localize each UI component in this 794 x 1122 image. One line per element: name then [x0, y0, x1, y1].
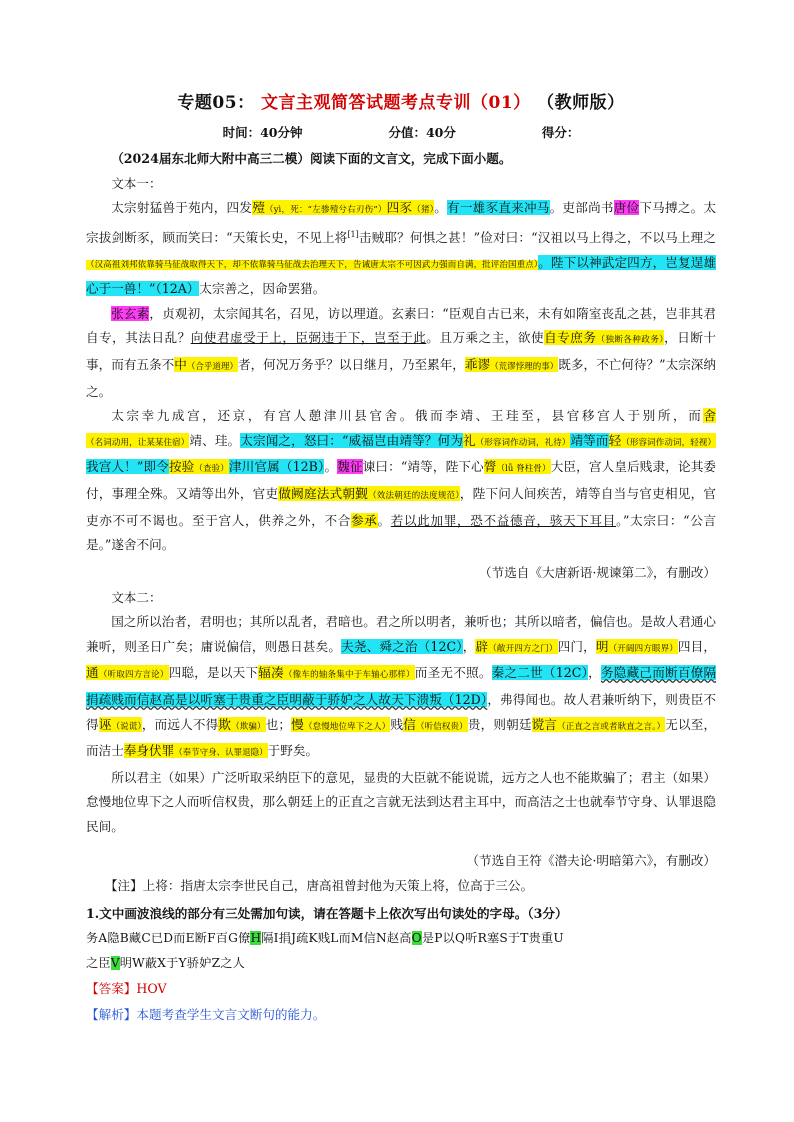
t1p2-g: 中（合乎道理）: [174, 356, 238, 372]
page-title: [86, 88, 716, 113]
t1p3-n: 膂（lǚ 脊柱骨）: [483, 459, 551, 475]
t1p2-a: 张玄素: [111, 305, 150, 321]
title-suffix: （教师版）: [537, 93, 625, 113]
t2p1-c: ，: [462, 638, 476, 654]
t2p1-l: 秦之二世（12C）: [491, 665, 589, 681]
t1p2-b: ，贞观初，太宗闻其名，召见，访以理道。玄素曰：“臣观自古已来，未有如隋室丧乱之甚，岂非其君自专，其法日乱？: [86, 305, 716, 346]
text1-paragraph-3: [86, 404, 716, 558]
opt1-o: O: [411, 931, 422, 946]
t1p3-h: 我宫人！”即令: [86, 459, 169, 475]
t2p1-m: ，: [588, 665, 601, 681]
t1p3-b: 舍（名词动用，让某某住宿）: [86, 408, 716, 448]
intro: （2024届东北师大附中高三二模）阅读下面的文言文，完成下面小题。: [111, 151, 512, 166]
t2p1-s: 也；: [265, 716, 292, 732]
analysis-label: 【解析】: [86, 1007, 137, 1023]
t2p1-q: ，而远人不得: [141, 716, 219, 732]
answer-label: 【答案】: [86, 981, 137, 997]
t2p1-j: 辐凑（像车的轴条集中于车轴心那样）: [258, 665, 415, 681]
text2-source: （节选自王符《潜夫论·明暗第六》，有删改）: [466, 852, 716, 868]
t1p1-d: 。: [434, 200, 448, 216]
t1p3-r: 参承: [351, 512, 378, 528]
t1p2-i: 乖谬（荒谬悖理的事）: [464, 356, 559, 372]
t1p3-g: 轻（形容词作动词，轻视）: [608, 432, 716, 448]
text2-paragraph-1: [86, 610, 716, 766]
exam-meta: [86, 123, 716, 141]
opt1-h: H: [250, 931, 262, 946]
total-score: 分值：40分: [388, 125, 456, 140]
document-page: [86, 80, 716, 1028]
t1p3-e: 礼（形容词作动词，礼待）: [462, 432, 571, 448]
t2p1-u: 贱: [390, 716, 404, 732]
t1p2-c: 向使君虚受于上，臣弼违于下，岂至于此: [190, 330, 427, 346]
t2p1-z: 奉身伏罪（奉节守身、认罪退隐）: [123, 743, 268, 759]
t1p3-i: 按验（查验）: [168, 459, 229, 475]
t1p1-h: 下马搏之。太宗拔剑断豕，顾而笑曰：“天策长史，不见上将: [86, 200, 717, 245]
t1p1-i-note: （汉高祖刘邦依靠骑马征战取得天下，却不依靠骑马征战去治理天下，告诫唐太宗不可因武力强而自满，批评治国重点）: [86, 259, 539, 270]
opt2-a: 之臣: [86, 956, 111, 971]
opt1-e: 是P以Q听R塞S于T贵重U: [421, 931, 564, 946]
t1p1-b: 殪（yì，死：“左骖殪兮右刃伤”）: [252, 200, 387, 216]
t1p2-h: 者，何况万务乎？以日继月，乃至累年，: [237, 356, 465, 372]
t1p1-a: 太宗射猛兽于苑内，四发: [111, 200, 253, 216]
t2p1-w: 贵，则朝廷: [467, 716, 532, 732]
text2-label: 文本二：: [111, 589, 162, 605]
t2p1-r: 欺（欺骗）: [218, 716, 266, 732]
t2p1-o: ，弗得闻也。故人君兼听纳下，则贵臣不得: [86, 692, 717, 732]
t1p1-f: 。吏部尚书: [549, 200, 614, 216]
opt2-v: V: [110, 956, 120, 971]
text1-label: 文本一：: [111, 175, 162, 191]
t1p3-m: 谏曰：“靖等，陛下心: [362, 459, 484, 475]
t2p1-zz: 于野矣。: [267, 743, 319, 759]
t1p1-h3: 击贼耶？何惧之甚！”俭对曰：“汉祖以马上得之，不以马上理之: [358, 229, 716, 245]
t2p1-e: 四门，: [557, 638, 596, 654]
answer: [86, 976, 716, 1002]
t1p3-a: 太宗幸九成宫，还京，有宫人憩津川县官舍。俄而李靖、王珪至，县官移宫人于别所，而: [111, 408, 704, 424]
t2p1-p: 诬（说谎）: [98, 716, 142, 732]
t1p1-e: 有一雄豕直来冲马: [447, 200, 550, 216]
text1-paragraph-2: [86, 302, 716, 404]
t1p3-l: 魏征: [337, 459, 363, 475]
title-main: 文言主观简答试题考点专训（01）: [261, 93, 531, 113]
footnote: 【注】上将：指唐太宗李世民自己，唐高祖曾封他为天策上将，位高于三公。: [104, 877, 534, 893]
t1p1-footnote: [1]: [347, 229, 359, 239]
options-line-1: [86, 926, 716, 951]
t2p1-g: 四目，: [677, 638, 717, 654]
title-prefix: 专题05：: [177, 93, 255, 113]
t2p1-k: 而圣无不照。: [414, 665, 492, 681]
t2p1-h: 通（听取四方言论）: [86, 665, 169, 681]
t2p1-b: 夫尧、舜之治（12C）: [341, 638, 463, 654]
t2p1-d: 辟（敞开四方之门）: [475, 638, 558, 654]
t2p1-t: 慢（怠慢地位卑下之人）: [291, 716, 391, 732]
opt1-c: 隔I捐J疏K贱L而M信N赵高: [261, 931, 412, 946]
score-obtained: 得分：: [541, 125, 580, 140]
t1p1-k: 太宗善之，因命罢猎。: [199, 281, 326, 297]
analysis-value: 本题考查学生文言文断句的能力。: [136, 1007, 326, 1023]
t1p1-j: 。陛下以神武定四方，岂复逞雄心于一兽！”（12A）: [86, 254, 716, 297]
t1p3-c: 靖、珪。: [189, 432, 241, 448]
t1p3-f: 靖等而: [570, 432, 609, 448]
question-1: 1.文中画波浪线的部分有三处需加句读，请在答题卡上依次写出句读处的字母。（3分）: [86, 906, 568, 922]
t2p1-v: 信（听信权贵）: [403, 716, 468, 732]
t1p1-c: 四豕（猪）: [386, 200, 435, 216]
analysis: [86, 1002, 716, 1028]
opt2-c: 明W蔽X于Y骄妒Z之人: [119, 956, 246, 971]
t1p3-s: 。: [377, 512, 391, 528]
t1p3-t: 若以此加罪，恐不益德音，骇天下耳目: [390, 512, 617, 528]
t2p1-f: 明（开阔四方眼界）: [595, 638, 678, 654]
t2p1-x: 谠言（正直之言或者耿直之言。）: [531, 716, 666, 732]
t2p1-y: 无以至，而洁士: [86, 716, 717, 759]
t2p1-a: 国之所以治者，君明也；其所以乱者，君暗也。君之所以明者，兼听也；其所以暗者，偏信也。是故人君通心兼听，则圣日广矣；庸说偏信，则愚日甚矣。: [86, 614, 716, 654]
text1-source: （节选自《大唐新语·规谏第二》，有删改）: [479, 564, 716, 580]
t1p3-u: 。”太宗曰：“公言是。”遂舍不问。: [86, 512, 717, 553]
text2-paragraph-2: 所以君主（如果）广泛听取采纳臣下的意见，显贵的大臣就不能说谎，远方之人也不能欺骗了；君主（如果）怠慢地位卑下之人而听信权贵，那么朝廷上的正直之言就无法到达君主耳中，而高洁之士也就奉节守身、认罪退隐民间。: [86, 769, 716, 835]
options-line-2: [86, 951, 716, 976]
t2p1-n-wavy: 务隐藏己而断百僚隔捐疏贱而信赵高是以听塞于贵重之臣明蔽于骄妒之人故天下溃叛（12D）: [86, 665, 717, 708]
t1p1-g: 唐俭: [613, 200, 640, 216]
t1p3-k: 。: [324, 459, 338, 475]
text1-paragraph-1: [86, 196, 716, 302]
t1p3-q: ，陛下问人间疾苦，靖等自当与官吏相见，官吏亦不可不谒也。至于宫人，供养之外，不合: [86, 485, 716, 528]
opt1-a: 务A隐B藏C已D而E断F百G僚: [86, 931, 251, 946]
t1p2-f: ，日断十事，而有五条不: [86, 330, 717, 372]
t1p2-d: 。且万乘之主，欲使: [426, 330, 545, 346]
t1p2-e: 自专庶务（独断各种政务）: [544, 330, 665, 346]
t1p3-j: 津川官属（12B）: [228, 459, 325, 475]
t1p2-j: 既多，不亡何待？”太宗深纳之。: [86, 356, 716, 399]
t1p3-d: 太宗闻之，怒曰：“威福岂由靖等？何为: [240, 432, 463, 448]
t1p3-p: 做阙庭法式朝觐（效法朝廷的法度规范）: [278, 485, 460, 501]
time-limit: 时间：40分钟: [222, 125, 303, 140]
t1p3-o: 大臣，宫人皇后贱隶，论其委付，事理全殊。又靖等出外，官吏: [86, 459, 717, 501]
answer-value: HOV: [136, 981, 167, 997]
t2p1-i: 四聪，是以天下: [168, 665, 259, 681]
